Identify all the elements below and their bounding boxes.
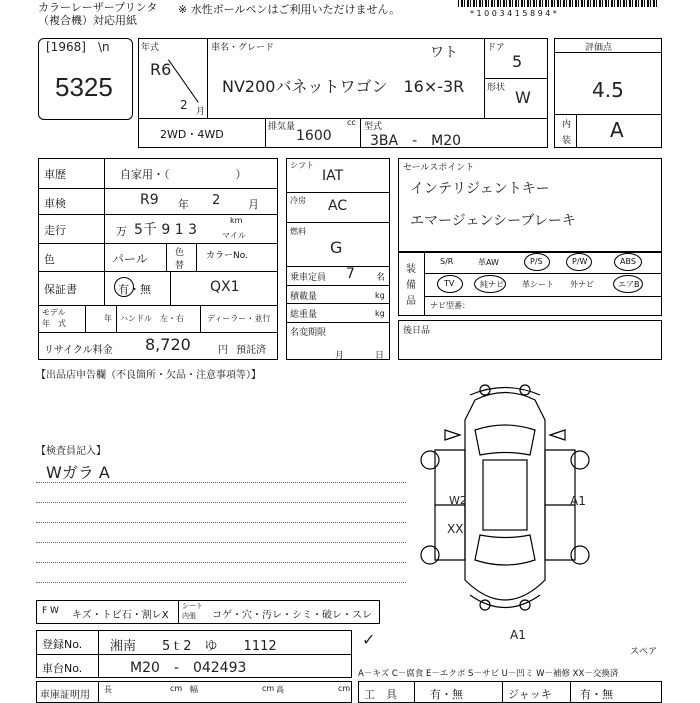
inspection-month-value: 2 — [212, 193, 221, 208]
reg-value: 湘南 5ｔ2 ゆ 1112 — [110, 639, 277, 654]
equip-ext-navi: 外ナビ — [570, 280, 594, 289]
year-value: R6 — [150, 60, 172, 79]
disp-unit: cc — [347, 118, 356, 127]
damage-legend: A－キズ C－腐食 E－エクボ S－サビ U－凹ミ W－補修 XX－交換済 — [358, 669, 619, 679]
recycle-unit: 円 — [218, 345, 228, 356]
load-label: 積載量 — [290, 292, 318, 302]
damage-xx: XX — [447, 522, 464, 536]
door-label: ドア — [487, 43, 505, 53]
capacity-unit: 名 — [376, 273, 386, 283]
seat-label1: シート — [182, 602, 203, 610]
load-unit: kg — [375, 291, 385, 300]
model-year-label1: モデル — [42, 308, 66, 317]
rear-label: 後日品 — [403, 326, 431, 336]
cert-c: 高 — [276, 685, 284, 694]
cert-a-cm: cm — [170, 684, 183, 693]
damage-w2: W2 — [449, 494, 467, 507]
equipment-label2: 備 — [406, 280, 416, 291]
fuel-value: G — [330, 238, 343, 257]
recycle-value: 8,720 — [145, 335, 191, 354]
equip-navi-circle — [474, 275, 506, 293]
interior-label1: 内 — [562, 120, 572, 130]
score-label: 評価点 — [585, 43, 613, 53]
lot-number: 5325 — [55, 72, 113, 102]
drive-label: 2WD・4WD — [160, 128, 224, 141]
equip-ps-circle — [524, 253, 550, 271]
inspection-value: R9 — [140, 192, 159, 208]
jack-label: ジャッキ — [508, 688, 552, 701]
interior-label2: 装 — [562, 136, 572, 146]
jack-value: 有・無 — [580, 688, 613, 701]
history-value: 自家用・（ ） — [120, 168, 247, 181]
model-year-unit: 年 — [104, 314, 112, 323]
seat-text: コゲ・穴・汚レ・シミ・破レ・スレ — [212, 610, 372, 621]
warranty-label: 保証書 — [44, 283, 77, 296]
model-label: 型式 — [364, 122, 383, 132]
color-no-value: QX1 — [210, 279, 240, 295]
equipment-label1: 装 — [406, 264, 416, 275]
car-diagram — [405, 380, 605, 650]
score-value: 4.5 — [592, 78, 624, 102]
lot-bracket: [1968] — [46, 40, 86, 54]
sales-point-line2: エマージェンシーブレーキ — [410, 213, 576, 229]
damage-a1-bottom: A1 — [510, 628, 526, 642]
cert-b: 幅 — [190, 685, 198, 694]
capacity-label: 乗車定員 — [290, 273, 327, 283]
color-value: パール — [112, 252, 148, 266]
recycle-status: 預託済 — [236, 345, 266, 356]
barcode — [458, 0, 658, 7]
equip-airbag-circle — [613, 275, 643, 293]
fuel-label: 燃料 — [290, 227, 306, 236]
tools-label: 工 具 — [364, 688, 397, 701]
sales-point-label: セールスポイント — [403, 163, 475, 173]
equip-ps: P/S — [530, 257, 543, 266]
month-value: 2 — [180, 98, 188, 112]
cert-label: 車庫証明用 — [40, 690, 90, 701]
inspector-note: 【検査員記入】 — [36, 446, 106, 457]
inspector-value: Wガラ A — [46, 463, 110, 482]
lot-side-mark: \n — [98, 40, 110, 54]
equip-aw: 革AW — [478, 258, 499, 267]
equip-abs-circle — [614, 253, 642, 271]
reg-label: 登録No. — [42, 638, 83, 651]
color-change1: 色 — [175, 248, 185, 258]
month-label: 月 — [196, 107, 206, 117]
fw-text: キズ・トビ石・割レX — [72, 610, 169, 621]
mileage-mile: マイル — [222, 231, 246, 240]
equip-tv: TV — [444, 279, 455, 288]
warranty-value: 有・無 — [118, 283, 151, 296]
equip-leather: 革シート — [522, 280, 554, 289]
cert-c-cm: cm — [338, 684, 351, 693]
capacity-value: 7 — [346, 266, 355, 282]
warranty-circle — [114, 277, 134, 297]
year-label: 年式 — [141, 43, 160, 53]
equip-sr: S/R — [440, 257, 454, 266]
weight-label: 総重量 — [290, 310, 318, 320]
expiry-day: 日 — [375, 351, 385, 361]
disp-label: 排気量 — [268, 122, 296, 132]
exhibitor-note: 【出品店申告欄（不良箇所・欠品・注意事項等）】 — [36, 370, 261, 381]
equip-navi: 純ナビ — [480, 280, 504, 289]
cert-b-cm: cm — [262, 684, 275, 693]
ac-value: AC — [328, 198, 348, 214]
shift-label: シフト — [290, 161, 314, 170]
mileage-km: km — [230, 216, 243, 225]
expiry-label: 名変期限 — [290, 328, 327, 338]
mileage-unit: 万 — [116, 225, 127, 238]
interior-value: A — [610, 118, 624, 142]
handle-label: ハンドル 左・右 — [120, 314, 184, 323]
equip-abs: ABS — [620, 257, 636, 266]
color-label: 色 — [44, 253, 55, 266]
disp-value: 1600 — [296, 128, 332, 144]
damage-a1-side: A1 — [570, 494, 586, 508]
history-label: 車歴 — [44, 168, 66, 181]
ac-label: 冷房 — [290, 196, 306, 205]
equip-tv-circle — [437, 275, 463, 293]
shift-value: IAT — [322, 168, 344, 184]
barcode-number: * 1 0 0 3 4 1 5 8 9 4 * — [470, 9, 557, 18]
recycle-label: リサイクル料金 — [44, 345, 113, 356]
rear-box — [398, 320, 662, 360]
spare-label: スペア — [630, 647, 658, 657]
fw-label: F W — [42, 606, 59, 616]
shape-label: 形状 — [487, 83, 506, 93]
mileage-label: 走行 — [44, 224, 66, 237]
name-label: 車名・グレード — [211, 43, 275, 53]
color-change2: 替 — [175, 261, 185, 271]
dealer-label: ディーラー・並行 — [207, 314, 271, 323]
name-value: NV200バネットワゴン 16×-3R — [222, 77, 465, 96]
chassis-label: 車台No. — [42, 662, 83, 675]
equip-pw: P/W — [572, 257, 588, 266]
model-year-label2: 年 式 — [42, 319, 66, 328]
chassis-value: M20 - 042493 — [130, 660, 247, 676]
tools-value: 有・無 — [430, 688, 463, 701]
equip-airbag: エアB — [618, 280, 640, 289]
inspection-label: 車検 — [44, 197, 66, 210]
model-value: 3BA - M20 — [370, 133, 462, 149]
equip-pw-circle — [566, 253, 592, 271]
equipment-label3: 品 — [406, 296, 416, 307]
header-notice: ※ 水性ボールペンはご利用いただけません。 — [178, 3, 401, 16]
mileage-value: 5千 9 1 3 — [134, 222, 197, 238]
cert-a: 長 — [104, 685, 112, 694]
header-line2: （複合機）対応用紙 — [38, 14, 137, 27]
inspection-month: 月 — [248, 198, 259, 211]
inspection-year: 年 — [178, 198, 189, 211]
seat-label2: 内張 — [182, 612, 196, 620]
header-line1: カラーレーザープリンタ — [38, 1, 158, 14]
check-mark: ✓ — [362, 630, 376, 649]
weight-unit: kg — [375, 309, 385, 318]
door-value: 5 — [512, 52, 523, 71]
color-no-label: カラーNo. — [206, 251, 248, 261]
shape-value: W — [515, 88, 531, 107]
sales-point-line1: インテリジェントキー — [410, 181, 550, 197]
expiry-month: 月 — [335, 351, 345, 361]
name-extra: ワト — [430, 45, 458, 61]
navi-label: ナビ型番： — [430, 301, 470, 310]
